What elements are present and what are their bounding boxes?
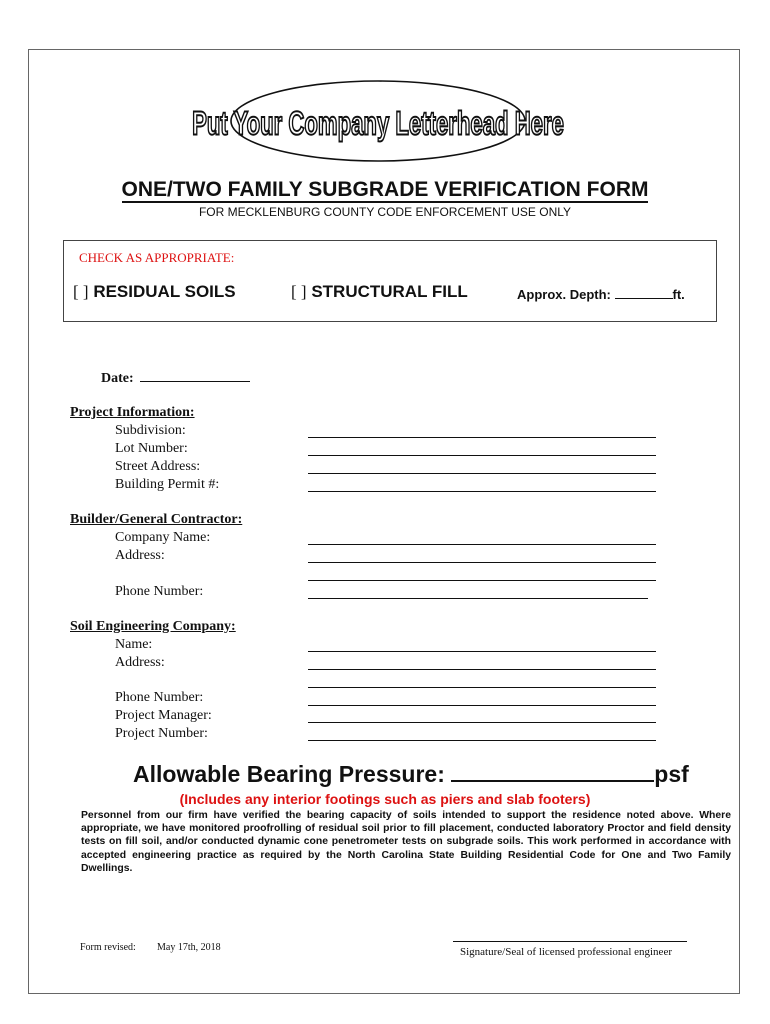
depth-input-line[interactable] bbox=[615, 285, 673, 299]
project-manager-line[interactable] bbox=[308, 722, 656, 723]
soil-phone-label: Phone Number: bbox=[115, 690, 204, 705]
form-revised-date: May 17th, 2018 bbox=[157, 942, 221, 953]
builder-address-line-1[interactable] bbox=[308, 562, 656, 563]
project-info-heading: Project Information: bbox=[70, 405, 195, 420]
lot-number-label: Lot Number: bbox=[115, 441, 188, 456]
subdivision-line[interactable] bbox=[308, 437, 656, 438]
residual-soils-checkbox[interactable] bbox=[73, 282, 236, 302]
structural-fill-label: STRUCTURAL FILL bbox=[311, 282, 468, 301]
soil-company-heading: Soil Engineering Company: bbox=[70, 619, 236, 634]
builder-address-label: Address: bbox=[115, 548, 165, 563]
building-permit-label: Building Permit #: bbox=[115, 477, 220, 492]
bearing-note: (Includes any interior footings such as piers and slab footers) bbox=[179, 791, 591, 807]
depth-label: Approx. Depth: bbox=[517, 287, 611, 302]
signature-line[interactable] bbox=[453, 941, 687, 942]
builder-heading: Builder/General Contractor: bbox=[70, 512, 243, 527]
verification-statement: Personnel from our firm have verified the bearing capacity of soils intended to support the residence noted above. Where appropriate, we have monitored proofrolling of residual soil prior to fill placement, conducted laboratory Proctor and field density tests on fill soil, and/or conducted dynamic cone penetrometer tests on subgrade soils. This work performed in accordance with accepted engineering practice as required by the North Carolina State Building Residential Code for One and Two Family Dwellings. bbox=[81, 810, 731, 874]
soil-address-line-2[interactable] bbox=[308, 687, 656, 688]
soil-address-label: Address: bbox=[115, 655, 165, 670]
approx-depth-field bbox=[517, 285, 685, 302]
builder-phone-label: Phone Number: bbox=[115, 584, 204, 599]
date-input-line[interactable] bbox=[140, 367, 250, 382]
letterhead-graphic bbox=[192, 78, 564, 164]
project-manager-label: Project Manager: bbox=[115, 708, 212, 723]
project-number-label: Project Number: bbox=[115, 726, 208, 741]
bearing-pressure-label: Allowable Bearing Pressure: bbox=[133, 761, 445, 787]
signature-label: Signature/Seal of licensed professional engineer bbox=[460, 946, 672, 958]
date-label: Date: bbox=[101, 371, 134, 386]
depth-unit: ft. bbox=[672, 287, 685, 302]
form-subtitle: FOR MECKLENBURG COUNTY CODE ENFORCEMENT USE ONLY bbox=[198, 205, 572, 219]
bearing-pressure-line[interactable] bbox=[451, 758, 654, 782]
form-revised-label: Form revised: bbox=[80, 942, 136, 953]
builder-address-line-2[interactable] bbox=[308, 580, 656, 581]
letterhead-logo bbox=[192, 78, 564, 164]
check-heading: CHECK AS APPROPRIATE: bbox=[79, 250, 235, 265]
company-name-label: Company Name: bbox=[115, 530, 211, 545]
subdivision-label: Subdivision: bbox=[115, 423, 186, 438]
bearing-pressure-unit: psf bbox=[654, 761, 689, 787]
builder-phone-line[interactable] bbox=[308, 598, 648, 599]
soil-phone-line[interactable] bbox=[308, 705, 656, 706]
building-permit-line[interactable] bbox=[308, 491, 656, 492]
lot-number-line[interactable] bbox=[308, 455, 656, 456]
company-name-line[interactable] bbox=[308, 544, 656, 545]
bearing-pressure-field bbox=[133, 758, 689, 788]
residual-soils-label: RESIDUAL SOILS bbox=[93, 282, 236, 301]
residual-soils-bracket: [ ] bbox=[73, 282, 89, 301]
street-address-label: Street Address: bbox=[115, 459, 201, 474]
soil-name-line[interactable] bbox=[308, 651, 656, 652]
structural-fill-checkbox[interactable] bbox=[291, 282, 468, 302]
letterhead-text: Put Your Company Letterhead Here bbox=[192, 105, 564, 144]
soil-address-line-1[interactable] bbox=[308, 669, 656, 670]
street-address-line[interactable] bbox=[308, 473, 656, 474]
project-number-line[interactable] bbox=[308, 740, 656, 741]
soil-name-label: Name: bbox=[115, 637, 153, 652]
structural-fill-bracket: [ ] bbox=[291, 282, 307, 301]
date-field bbox=[101, 367, 250, 387]
form-title: ONE/TWO FAMILY SUBGRADE VERIFICATION FORM bbox=[121, 178, 649, 201]
